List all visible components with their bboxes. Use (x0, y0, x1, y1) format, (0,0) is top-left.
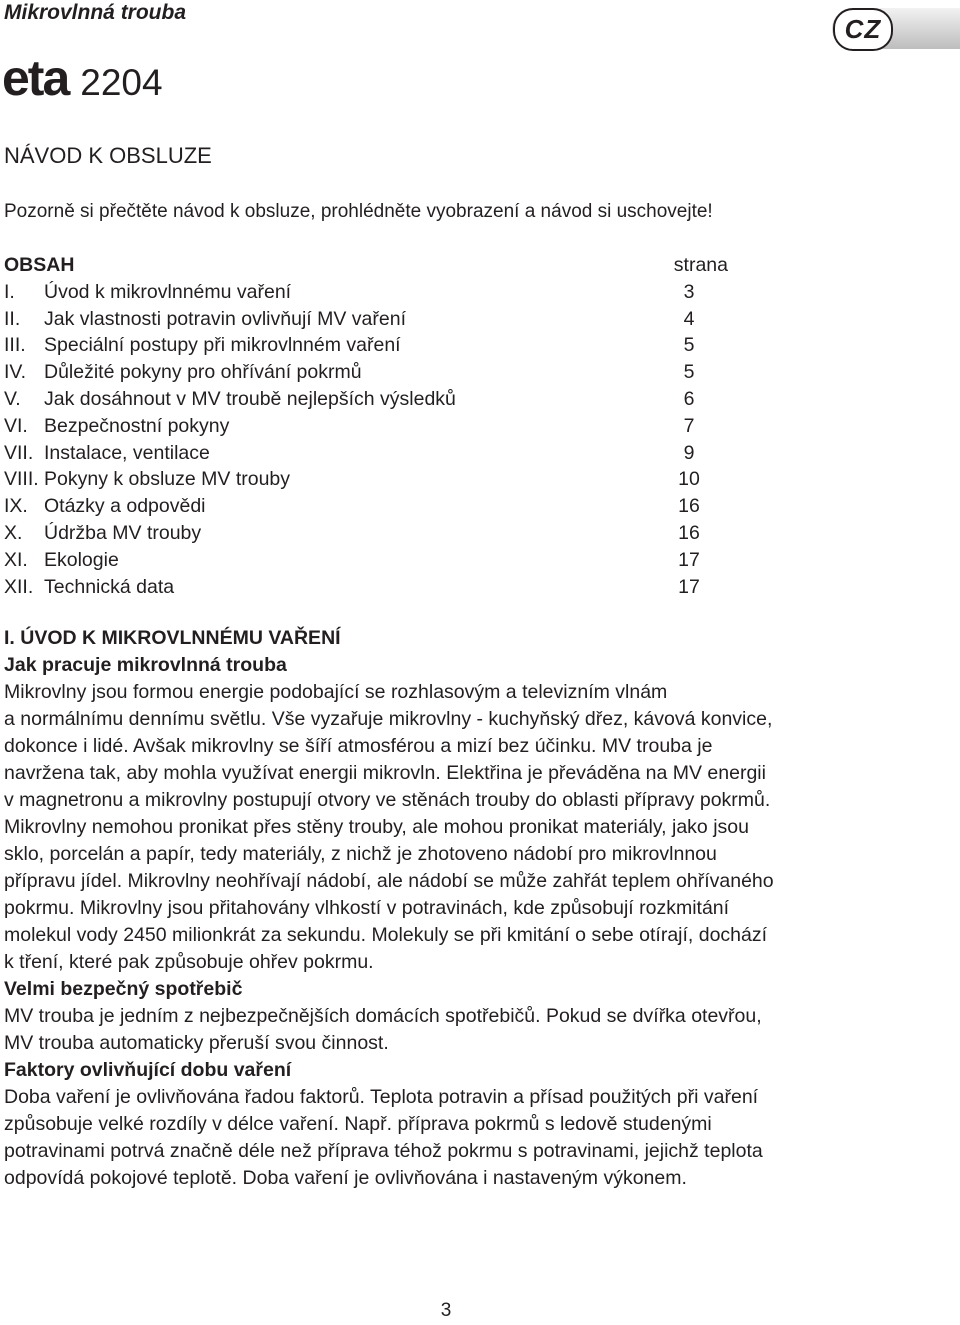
paragraph-line: a normálnímu dennímu světlu. Vše vyzařuje mikrovlny - kuchyňský dřez, kávová konvice, (4, 708, 773, 730)
toc-item-label: Pokyny k obsluze MV trouby (44, 468, 291, 491)
toc-item (4, 413, 734, 440)
toc-item (4, 440, 734, 467)
toc-item-page: 16 (678, 495, 700, 518)
toc-item-page: 4 (683, 307, 695, 330)
subsection-text-how-it-works (4, 679, 954, 976)
toc-item-number: III. (4, 334, 26, 357)
toc-item-number: V. (4, 387, 21, 410)
toc-item-label: Speciální postupy při mikrovlnném vaření (44, 334, 401, 357)
subsection-title-safe-appliance: Velmi bezpečný spotřebič (4, 978, 243, 1000)
subsection-title-how-it-works: Jak pracuje mikrovlnná trouba (4, 654, 287, 676)
toc-header (4, 252, 734, 279)
toc-item-number: VIII. (4, 468, 39, 491)
toc-item-page: 5 (683, 361, 695, 384)
intro-text: Pozorně si přečtěte návod k obsluze, prohlédněte vyobrazení a návod si uschovejte! (4, 201, 713, 222)
toc-item-label: Technická data (44, 575, 175, 598)
toc-item-number: VI. (4, 414, 28, 437)
toc-page-header: strana (673, 254, 728, 276)
model-number: 2204 (80, 62, 163, 103)
toc-item-number: IX. (4, 495, 28, 518)
manual-heading: NÁVOD K OBSLUZE (4, 143, 212, 168)
toc-item-label: Důležité pokyny pro ohřívání pokrmů (44, 361, 362, 384)
toc-item (4, 386, 734, 413)
paragraph-line: navržena tak, aby mohla využívat energii mikrovln. Elektřina je převáděna na MV energii (4, 762, 766, 784)
toc-item (4, 332, 734, 359)
toc-item-number: XII. (4, 575, 34, 598)
toc-title: OBSAH (4, 254, 75, 276)
toc-item (4, 279, 734, 306)
section-title: I. ÚVOD K MIKROVLNNÉMU VAŘENÍ (4, 627, 341, 649)
toc-item (4, 359, 734, 386)
language-badge: CZ (833, 8, 893, 51)
toc-item-number: IV. (4, 361, 27, 384)
table-of-contents (4, 252, 734, 600)
paragraph-line: pokrmu. Mikrovlny jsou přitahovány vlhkostí v potravinách, kde způsobují rozkmitání (4, 897, 730, 919)
paragraph-line: přípravu jídel. Mikrovlny neohřívají nádobí, ale nádobí se může zahřát teplem ohřívaného (4, 870, 774, 892)
paragraph-line: sklo, porcelán a papír, tedy materiály, z nichž je zhotoveno nádobí pro mikrovlnnou (4, 843, 717, 865)
toc-item-number: XI. (4, 548, 28, 571)
paragraph-line: dokonce i lidé. Avšak mikrovlny se šíří atmosférou a mizí bez účinku. MV trouba je (4, 735, 713, 757)
brand-block (2, 48, 163, 121)
subsection-title-cooking-time-factors: Faktory ovlivňující dobu vaření (4, 1059, 292, 1081)
toc-item-label: Údržba MV trouby (44, 521, 202, 544)
toc-item-number: VII. (4, 441, 34, 464)
paragraph-line: Mikrovlny jsou formou energie podobající se rozhlasovým a televizním vlnám (4, 681, 668, 703)
toc-item-label: Otázky a odpovědi (44, 495, 206, 518)
toc-item-page: 10 (678, 468, 700, 491)
document-header-title: Mikrovlnná trouba (4, 1, 187, 24)
toc-item-page: 9 (683, 441, 695, 464)
toc-item-page: 6 (683, 387, 695, 410)
toc-item (4, 574, 734, 601)
toc-item-label: Ekologie (44, 548, 119, 571)
toc-item-label: Instalace, ventilace (44, 441, 210, 464)
toc-item (4, 306, 734, 333)
toc-item-page: 16 (678, 521, 700, 544)
toc-item-page: 3 (683, 280, 695, 303)
toc-item-number: X. (4, 521, 23, 544)
toc-item-label: Jak vlastnosti potravin ovlivňují MV vaření (44, 307, 406, 330)
toc-item-page: 7 (683, 414, 695, 437)
brand-logo: eta (2, 50, 69, 106)
toc-item-label: Jak dosáhnout v MV troubě nejlepších výsledků (44, 387, 456, 410)
page-number: 3 (440, 1300, 452, 1321)
toc-item-page: 17 (678, 575, 700, 598)
paragraph-line: MV trouba je jedním z nejbezpečnějších domácích spotřebičů. Pokud se dvířka otevřou, (4, 1005, 762, 1027)
paragraph-line: potravinami potrvá značně déle než příprava téhož pokrmu s potravinami, jejichž teplota (4, 1140, 763, 1162)
toc-item-number: I. (4, 280, 15, 303)
toc-item (4, 493, 734, 520)
toc-item (4, 520, 734, 547)
paragraph-line: k tření, které pak způsobuje ohřev pokrmu. (4, 951, 374, 973)
paragraph-line: v magnetronu a mikrovlny postupují otvory ve stěnách trouby do oblasti přípravy pokrmů. (4, 789, 771, 811)
toc-item-label: Úvod k mikrovlnnému vaření (44, 280, 292, 303)
paragraph-line: molekul vody 2450 milionkrát za sekundu. Molekuly se při kmitání o sebe otírají, dochází (4, 924, 768, 946)
toc-item-label: Bezpečnostní pokyny (44, 414, 230, 437)
paragraph-line: způsobuje velké rozdíly v délce vaření. Např. příprava pokrmů s ledově studenými (4, 1113, 712, 1135)
paragraph-line: Doba vaření je ovlivňována řadou faktorů. Teplota potravin a přísad použitých při vaření (4, 1086, 759, 1108)
paragraph-line: MV trouba automaticky přeruší svou činnost. (4, 1032, 389, 1054)
section-body (4, 625, 954, 1192)
toc-item-number: II. (4, 307, 21, 330)
paragraph-line: Mikrovlny nemohou pronikat přes stěny trouby, ale mohou pronikat materiály, jako jsou (4, 816, 749, 838)
subsection-text-cooking-time-factors (4, 1084, 954, 1192)
toc-item (4, 466, 734, 493)
toc-item (4, 547, 734, 574)
toc-item-page: 5 (683, 334, 695, 357)
toc-item-page: 17 (678, 548, 700, 571)
paragraph-line: odpovídá pokojové teplotě. Doba vaření je ovlivňována i nastaveným výkonem. (4, 1167, 687, 1189)
subsection-text-safe-appliance (4, 1003, 954, 1057)
